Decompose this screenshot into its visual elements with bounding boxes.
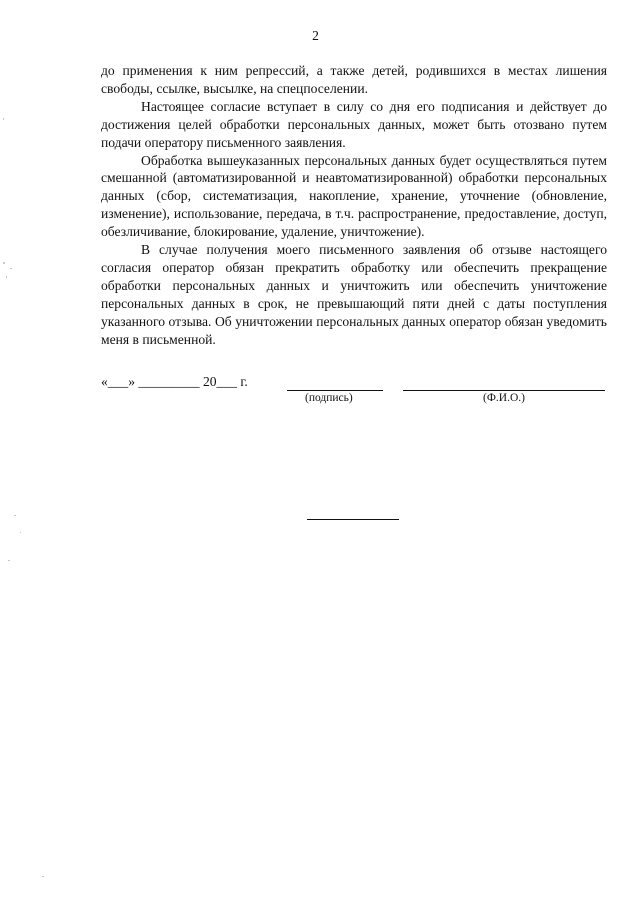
scan-speck <box>6 276 7 278</box>
scan-speck <box>3 118 4 120</box>
scan-speck <box>8 560 10 561</box>
end-divider <box>307 519 399 520</box>
signature-line <box>287 390 383 391</box>
scan-speck <box>20 532 21 533</box>
scan-speck <box>14 515 16 516</box>
full-name-caption: (Ф.И.О.) <box>483 392 525 404</box>
date-field: «___» _________ 20___ г. <box>101 374 248 389</box>
paragraph-validity: Настоящее согласие вступает в силу со дня его подписания и действует до достижения целей обработки персональных данных, может быть отозвано путем подачи оператору письменного заявления. <box>101 98 607 150</box>
signature-block <box>101 374 611 414</box>
consent-text <box>101 62 607 349</box>
paragraph-continuation: до применения к ним репрессий, а также детей, родившихся в местах лишения свободы, ссылке, высылке, на спецпоселении. <box>101 63 607 96</box>
paragraph-processing: Обработка вышеуказанных персональных данных будет осуществляться путем смешанной (автоматизированной и неавтоматизированной) обработки персональных данных (сбор, систематизация, накопление, хранение, уточнение (обновление, изменение), использование, передача, в т.ч. распространение, предоставление, доступ, обезличивание, блокирование, удаление, уничтожение). <box>101 152 607 240</box>
paragraph-withdrawal: В случае получения моего письменного заявления об отзыве настоящего согласия оператор обязан прекратить обработку или обеспечить прекращение обработки персональных данных и уничтожить или обеспечить уничтожение персональных данных в срок, не превышающий пяти дней с даты поступления указанного отзыва. Об уничтожении персональных данных оператор обязан уведомить меня в письменной. <box>101 242 607 347</box>
full-name-line <box>403 390 605 391</box>
scan-speck <box>3 262 5 264</box>
page-number: 2 <box>312 28 319 43</box>
scan-speck <box>10 268 12 269</box>
scan-speck <box>42 876 44 877</box>
signature-caption: (подпись) <box>305 392 353 404</box>
